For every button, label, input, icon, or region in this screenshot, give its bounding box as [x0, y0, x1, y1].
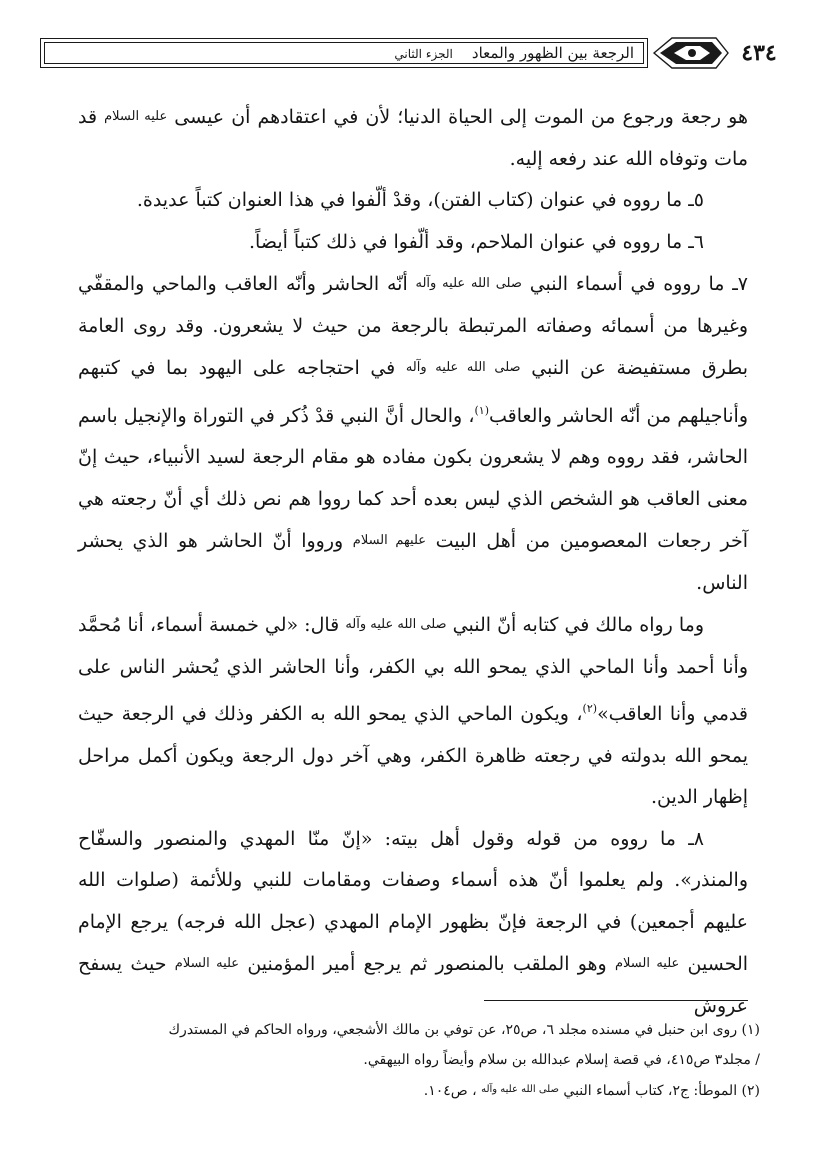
- honorific-glyph: عليه السلام: [104, 109, 168, 124]
- header-ornament-icon: [652, 34, 732, 72]
- honorific-glyph: عليه السلام: [615, 956, 680, 971]
- running-header: [40, 34, 792, 74]
- footnote-ref[interactable]: (١): [474, 403, 489, 417]
- footnote-1: (١) روى ابن حنبل في مسنده مجلد ٦، ص٢٥، عن توفي بن مالك الأشجعي، ورواه الحاكم في المستدرك: [168, 1022, 760, 1038]
- paragraph: وما رواه مالك في كتابه أنّ النبي صلى الله عليه وآله قال: «لي خمسة أسماء، أنا مُحمَّد وأنا أحمد وأنا الماحي الذي يمحو الله بي الكفر، وأنا الحاشر الذي يُحشر الناس على قدمي وأنا العاقب»$^{(٢)}$، ويكون الماحي الذي يمحو الله به الكفر وذلك في الرجعة حيث يمحو الله بدولته في رجعته ظاهرة الكفر، وهي آخر دول الرجعة ويكون أكمل مراحل إظهار الدين.: [78, 614, 748, 808]
- footnotes: [62, 1015, 760, 1106]
- part-label: الجزء الثاني: [394, 47, 453, 61]
- header-title: [40, 38, 648, 68]
- list-item: ٦ـ ما رووه في عنوان الملاحم، وقد ألّفوا في ذلك كتباً أيضاً.: [249, 230, 704, 253]
- page-number: ٤٣٤: [741, 40, 777, 66]
- paragraph: هو رجعة ورجوع من الموت إلى الحياة الدنيا؛ لأن في اعتقادهم أن عيسى عليه السلام قد مات وتوفاه الله عند رفعه إليه.: [78, 106, 748, 170]
- book-title: الرجعة بين الظهور والمعاد: [471, 44, 634, 62]
- list-item: ٥ـ ما رووه في عنوان (كتاب الفتن)، وقدْ ألّفوا في هذا العنوان كتباً عديدة.: [136, 189, 704, 211]
- honorific-glyph: عليه السلام: [174, 956, 240, 971]
- main-text: [78, 96, 748, 1027]
- footnote-2: (٢) الموطأ: ج٢، كتاب أسماء النبي $^{صلى الله عليه وآله}$ ، ص١٠٤.: [423, 1083, 760, 1099]
- honorific-glyph: عليهم السلام: [352, 533, 427, 548]
- honorific-glyph: صلى الله عليه وآله: [481, 1084, 559, 1095]
- footnote-divider: [484, 1000, 748, 1001]
- list-item: ٨ـ ما رووه من قوله وقول أهل بيته: «إنّ منّا المهدي والمنصور والسفّاح والمنذر». ولم يعلموا أنّ هذه أسماء وصفات ومقامات للنبي وللأئمة (صلوات الله عليهم أجمعين) في الرجعة فإنّ بظهور الإمام المهدي (عجل الله فرجه) يرجع الإمام الحسين عليه السلام وهو الملقب بالمنصور ثم يرجع أمير المؤمنين عليه السلام حيث يسفح عروش: [78, 827, 749, 1017]
- footnote-1-continued: / مجلد٣ ص٤١٥، في قصة إسلام عبدالله بن سلام وأيضاً رواه البيهقي.: [363, 1052, 760, 1068]
- honorific-glyph: صلى الله عليه وآله: [405, 360, 521, 375]
- honorific-glyph: صلى الله عليه وآله: [345, 617, 447, 632]
- list-item: ٧ـ ما رووه في أسماء النبي صلى الله عليه وآله أنّه الحاشر وأنّه العاقب والماحي والمقفّي وغيرها من أسمائه وصفاته المرتبطة بالرجعة من حيث لا يشعرون. وقد روى العامة بطرق مستفيضة عن النبي صلى الله عليه وآله في احتجاجه على اليهود بما في كتبهم وأناجيلهم من أنّه الحاشر والعاقب$^{(١)}$، والحال أنَّ النبي قدْ ذُكر في التوراة والإنجيل باسم الحاشر، فقد رووه وهم لا يشعرون بكون مفاده هو مقام الرجعة لسيد الأنبياء، حيث إنّ معنى العاقب هو الشخص الذي ليس بعده أحد كما رووا هم نص ذلك أي أنّ رجعته هي آخر رجعات المعصومين من أهل البيت عليهم السلام ورووا أنّ الحاشر هو الذي يحشر الناس.: [78, 273, 749, 594]
- honorific-glyph: صلى الله عليه وآله: [415, 276, 522, 291]
- footnote-ref[interactable]: (٢): [582, 702, 598, 715]
